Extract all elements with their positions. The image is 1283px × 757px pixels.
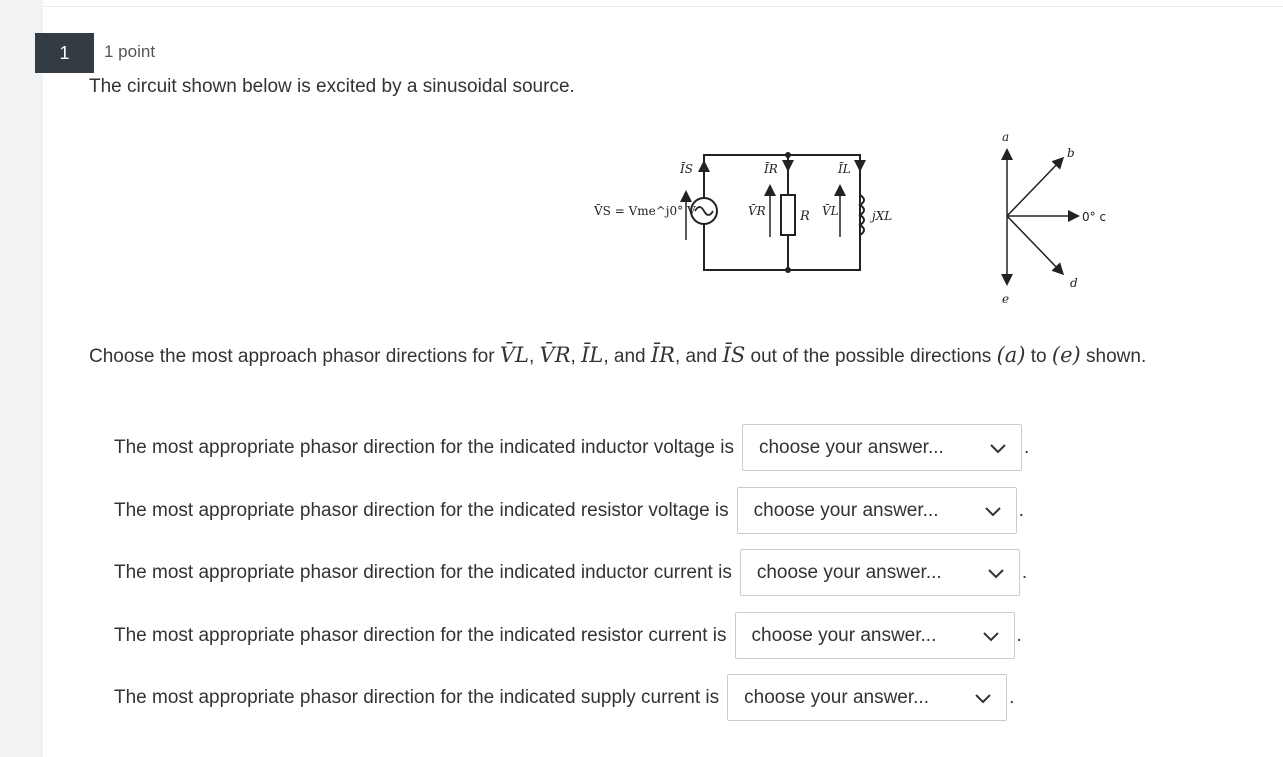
- row-period: .: [1021, 561, 1028, 583]
- circuit-and-phasor-figure: [580, 125, 1140, 315]
- chevron-down-icon: [974, 692, 992, 704]
- question-row-inductor-voltage: [114, 424, 1029, 471]
- question-row-resistor-voltage: [114, 487, 1024, 534]
- question-row-supply-current: [114, 674, 1014, 721]
- instruction-and-1: , and: [603, 346, 646, 367]
- vr-label: V̄R: [748, 204, 766, 218]
- range-start: (a): [996, 343, 1026, 367]
- row-period: .: [1016, 624, 1022, 646]
- dropdown-value: choose your answer...: [744, 686, 929, 708]
- phasor-label-b: b: [1067, 146, 1075, 160]
- instruction-prefix: Choose the most approach phasor directions for: [89, 346, 495, 367]
- vl-label: V̄L: [822, 204, 839, 218]
- instruction-and-2: , and: [674, 346, 718, 367]
- chevron-down-icon: [989, 442, 1007, 454]
- vr-symbol: V̄R: [539, 343, 571, 367]
- row-label: The most appropriate phasor direction for the indicated inductor current is: [114, 561, 732, 583]
- dropdown-value: choose your answer...: [751, 624, 937, 646]
- instruction-to: to: [1030, 346, 1047, 367]
- row-label: The most appropriate phasor direction for the indicated inductor voltage is: [114, 436, 734, 458]
- phasor-label-a: a: [1002, 130, 1010, 144]
- phasor-label-e: e: [1002, 292, 1010, 306]
- is-symbol: ĪS: [722, 343, 746, 367]
- is-label: ĪS: [680, 162, 693, 176]
- range-end: (e): [1051, 343, 1081, 367]
- question-prompt: The circuit shown below is excited by a sinusoidal source.: [89, 76, 575, 97]
- il-label: ĪL: [838, 162, 851, 176]
- question-number-badge: 1: [35, 33, 94, 73]
- source-label: V̄S = Vme^j0° V: [594, 204, 696, 218]
- phasor-label-c: 0° c: [1082, 210, 1107, 224]
- answer-dropdown-resistor-voltage[interactable]: [737, 487, 1017, 534]
- vl-symbol: V̄L: [499, 343, 529, 367]
- phasor-directions-diagram: [1007, 151, 1077, 283]
- dropdown-value: choose your answer...: [758, 436, 944, 458]
- row-label: The most appropriate phasor direction for the indicated resistor current is: [114, 624, 727, 646]
- chevron-down-icon: [982, 630, 1000, 642]
- answer-dropdown-resistor-current[interactable]: [735, 612, 1015, 659]
- top-divider: [43, 6, 1283, 7]
- answer-dropdown-supply-current[interactable]: [727, 674, 1007, 721]
- row-period: .: [1018, 499, 1024, 521]
- left-rail: [0, 0, 43, 757]
- row-label: The most appropriate phasor direction for the indicated supply current is: [114, 686, 720, 708]
- instruction-middle: out of the possible directions: [750, 346, 992, 367]
- row-period: .: [1009, 686, 1015, 708]
- chevron-down-icon: [987, 567, 1005, 579]
- answer-dropdown-inductor-current[interactable]: [740, 549, 1020, 596]
- ir-symbol: ĪR: [650, 343, 675, 367]
- row-period: .: [1023, 436, 1030, 458]
- xl-label: jXL: [872, 209, 893, 223]
- chevron-down-icon: [984, 505, 1002, 517]
- phasor-label-d: d: [1070, 276, 1078, 290]
- question-row-resistor-current: [114, 612, 1022, 659]
- answer-dropdown-inductor-voltage[interactable]: [742, 424, 1022, 471]
- instruction-suffix: shown.: [1086, 346, 1147, 367]
- ir-label: ĪR: [764, 162, 778, 176]
- r-label: R: [800, 209, 810, 224]
- il-symbol: ĪL: [581, 343, 604, 367]
- instruction-text: Choose the most approach phasor directions for V̄L, V̄R, ĪL, and ĪR, and ĪS out of the possible directions (a) to (e) shown.: [89, 343, 1147, 367]
- row-label: The most appropriate phasor direction for the indicated resistor voltage is: [114, 499, 729, 521]
- question-row-inductor-current: [114, 549, 1027, 596]
- dropdown-value: choose your answer...: [753, 499, 939, 521]
- dropdown-value: choose your answer...: [756, 561, 942, 583]
- question-points: 1 point: [104, 42, 156, 61]
